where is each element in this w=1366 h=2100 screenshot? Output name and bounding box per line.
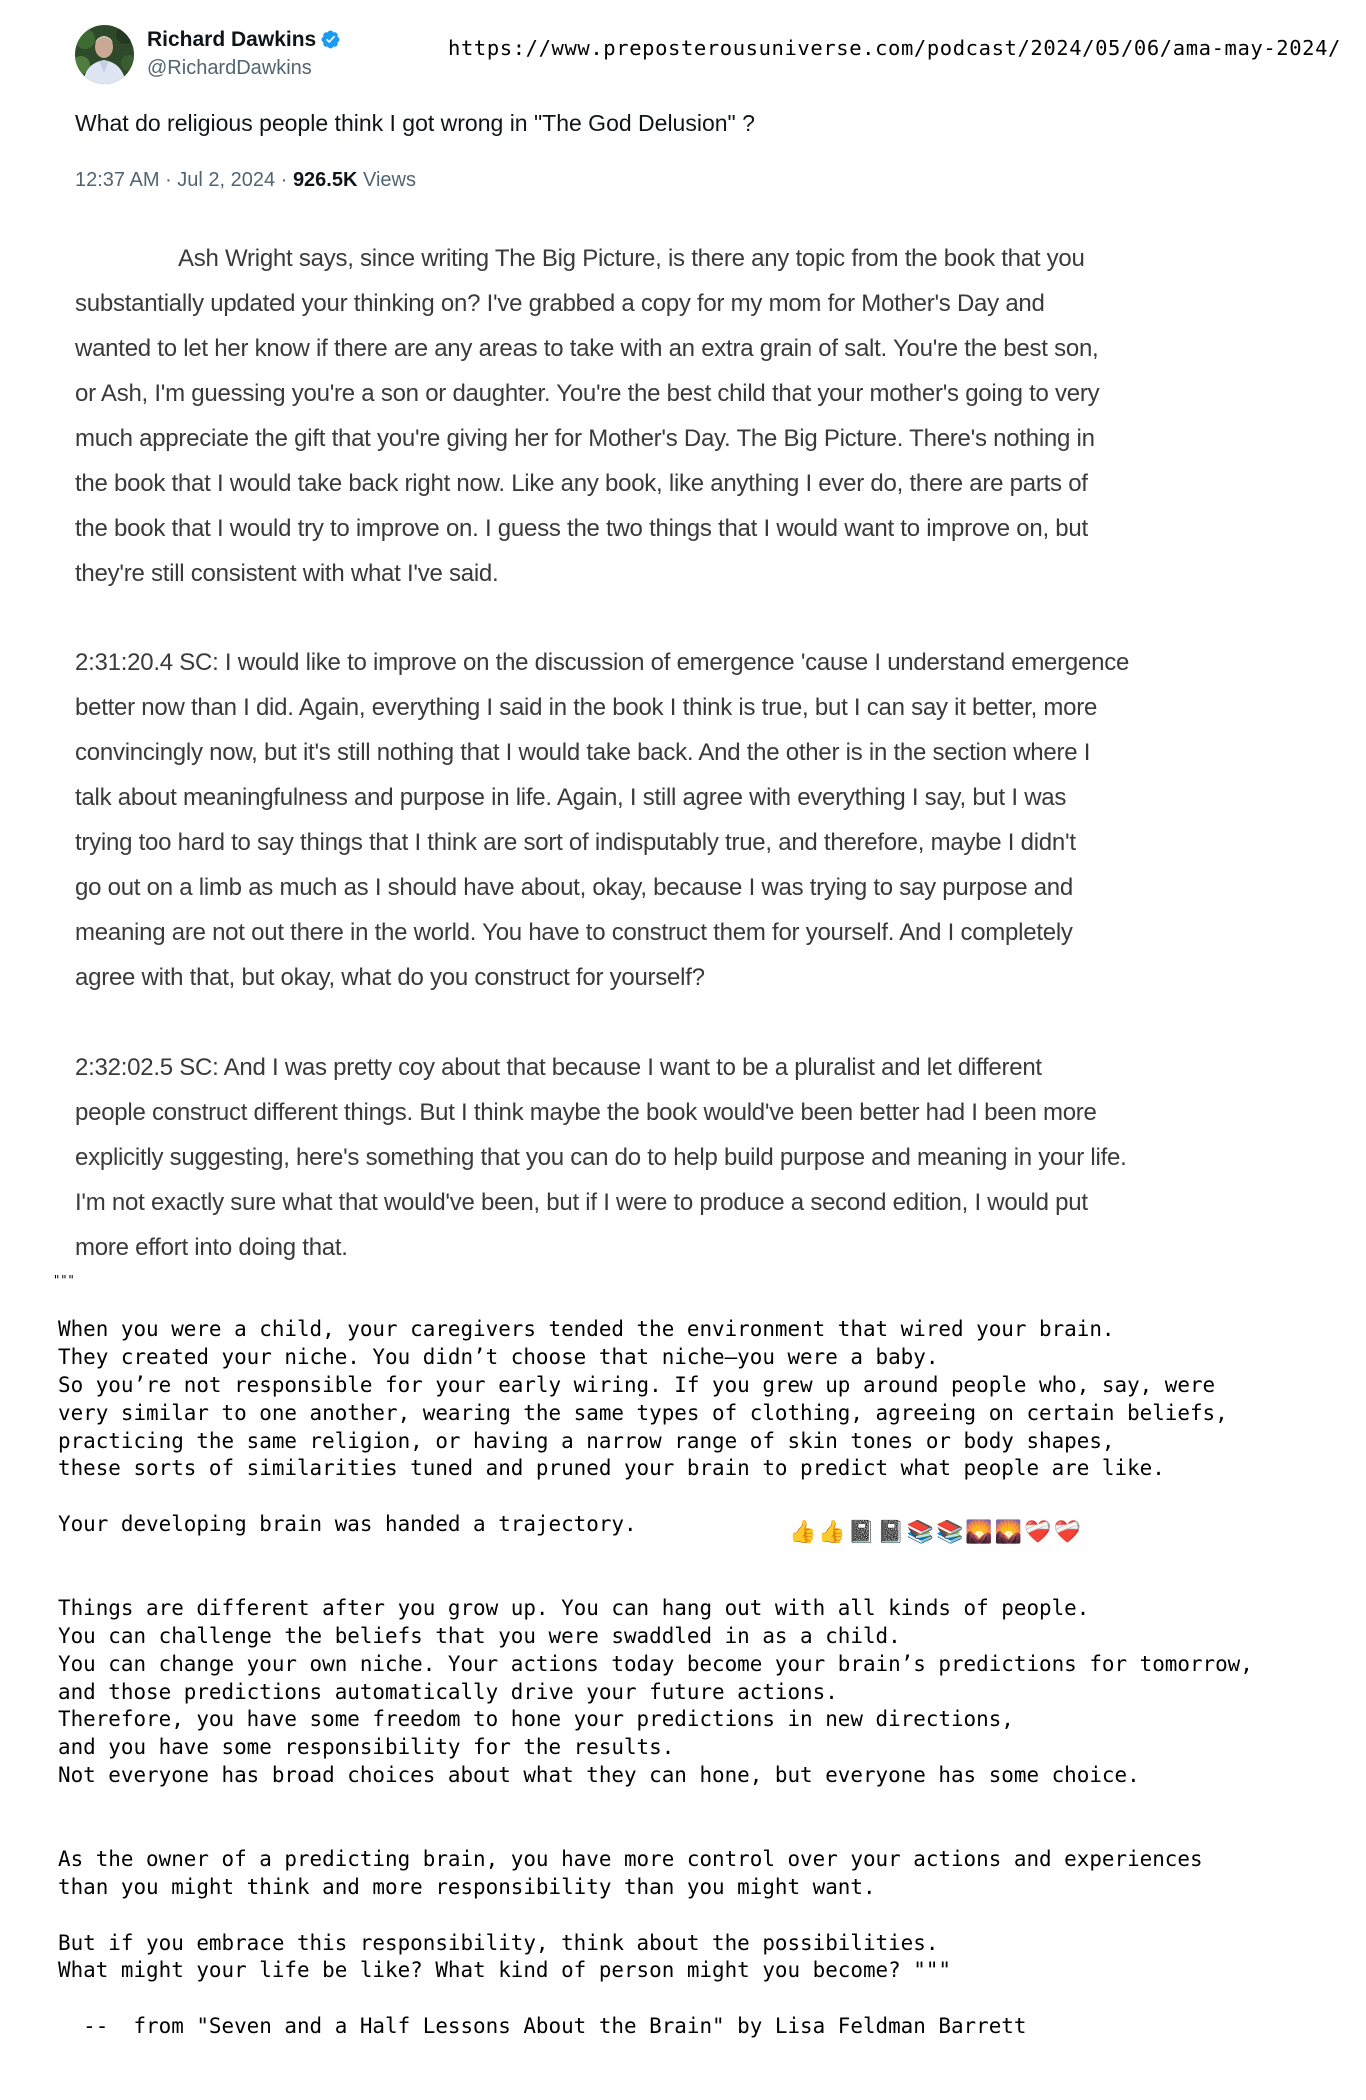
quote-line: these sorts of similarities tuned and pruned your brain to predict what people are like. (58, 1456, 1165, 1481)
transcript-line: Ash Wright says, since writing The Big Picture, is there any topic from the book that you (178, 245, 1085, 272)
quote-line: So you’re not responsible for your early wiring. If you grew up around people who, say, were (58, 1372, 1216, 1397)
transcript-line: meaning are not out there in the world. You have to construct them for yourself. And I completely (75, 919, 1073, 946)
transcript-paragraph-3 (75, 1045, 1127, 1270)
quote-block (58, 1316, 1253, 2041)
quote-blank-line (58, 1902, 1253, 1930)
quote-line: You can change your own niche. Your actions today become your brain’s predictions for tomorrow, (58, 1651, 1253, 1676)
transcript-paragraph-2 (75, 640, 1129, 1000)
transcript-line: agree with that, but okay, what do you construct for yourself? (75, 964, 705, 991)
quote-line: Things are different after you grow up. You can hang out with all kinds of people. (58, 1595, 1090, 1620)
meta-separator: · (159, 169, 178, 191)
quote-line: As the owner of a predicting brain, you have more control over your actions and experiences (58, 1846, 1203, 1871)
source-url: https://www.preposterousuniverse.com/podcast/2024/05/06/ama-may-2024/ (448, 36, 1342, 60)
transcript-line: trying too hard to say things that I think are sort of indisputably true, and therefore, maybe I didn't (75, 829, 1076, 856)
transcript-line: I'm not exactly sure what that would've been, but if I were to produce a second edition, I would put (75, 1189, 1088, 1216)
author-name-text: Richard Dawkins (147, 28, 317, 51)
transcript-line: 2:31:20.4 SC: I would like to improve on the discussion of emergence 'cause I understand emergence (75, 649, 1130, 676)
transcript-line: they're still consistent with what I've said. (75, 560, 499, 587)
quote-blank-line (58, 1567, 1253, 1595)
quote-line: They created your niche. You didn’t choose that niche—you were a baby. (58, 1344, 939, 1369)
quote-line: But if you embrace this responsibility, think about the possibilities. (58, 1930, 939, 1955)
transcript-line: explicitly suggesting, here's something that you can do to help build purpose and meaning in your life. (75, 1144, 1127, 1171)
quote-line: When you were a child, your caregivers tended the environment that wired your brain. (58, 1317, 1115, 1341)
transcript-line: 2:32:02.5 SC: And I was pretty coy about that because I want to be a pluralist and let different (75, 1054, 1042, 1081)
quote-line: Your developing brain was handed a trajectory. (58, 1512, 637, 1537)
quote-blank-line (58, 1985, 1253, 2013)
verified-badge-icon (320, 29, 341, 50)
emoji-row: 👍👍📓📓📚📚🌄🌄❤️‍🩹❤️‍🩹 (789, 1520, 1083, 1545)
transcript-line: go out on a limb as much as I should have about, okay, because I was trying to say purpose and (75, 874, 1073, 901)
transcript-line: substantially updated your thinking on? I've grabbed a copy for my mom for Mother's Day and (75, 290, 1045, 317)
meta-separator: · (275, 169, 293, 191)
avatar[interactable] (75, 25, 134, 84)
transcript-line: talk about meaningfulness and purpose in life. Again, I still agree with everything I say, but I was (75, 784, 1067, 811)
author-name[interactable] (147, 26, 341, 54)
quote-blank-line (58, 1818, 1253, 1846)
transcript-line: more effort into doing that. (75, 1234, 348, 1261)
tweet-date[interactable]: Jul 2, 2024 (177, 169, 276, 191)
transcript-paragraph-1 (75, 236, 1099, 596)
quote-line: very similar to one another, wearing the same types of clothing, agreeing on certain beliefs, (58, 1400, 1228, 1425)
transcript-line: the book that I would take back right now. Like any book, like anything I ever do, there are parts of (75, 470, 1088, 497)
views-label: Views (357, 169, 416, 191)
quote-line: Therefore, you have some freedom to hone your predictions in new directions, (58, 1707, 1014, 1732)
quote-line: than you might think and more responsibility than you might want. (58, 1874, 876, 1899)
transcript-line: convincingly now, but it's still nothing that I would take back. And the other is in the section where I (75, 739, 1091, 766)
quote-line: practicing the same religion, or having a narrow range of skin tones or body shapes, (58, 1428, 1115, 1453)
quote-line: Not everyone has broad choices about what they can hone, but everyone has some choice. (58, 1763, 1140, 1788)
tweet-text: What do religious people think I got wrong in "The God Delusion" ? (75, 110, 755, 136)
views-count: 926.5K (292, 169, 358, 191)
quote-line: and those predictions automatically drive your future actions. (58, 1679, 838, 1704)
transcript-line: or Ash, I'm guessing you're a son or daughter. You're the best child that your mother's going to very (75, 380, 1100, 407)
tweet-meta (75, 166, 416, 194)
transcript-line: much appreciate the gift that you're giving her for Mother's Day. The Big Picture. There's nothing in (75, 425, 1095, 452)
quote-blank-line (58, 1483, 1253, 1511)
author-handle[interactable]: @RichardDawkins (147, 57, 312, 79)
transcript-line: wanted to let her know if there are any areas to take with an extra grain of salt. You're the best son, (75, 335, 1099, 362)
quote-line: You can challenge the beliefs that you were swaddled in as a child. (58, 1623, 901, 1648)
profile-photo-icon (75, 25, 134, 84)
quote-attribution: -- from "Seven and a Half Lessons About the Brain" by Lisa Feldman Barrett (58, 2014, 1027, 2039)
quote-blank-line (58, 1790, 1253, 1818)
quote-line: and you have some responsibility for the results. (58, 1735, 675, 1760)
transcript-line: the book that I would try to improve on. I guess the two things that I would want to improve on, but (75, 515, 1088, 542)
transcript-line: people construct different things. But I think maybe the book would've been better had I been more (75, 1099, 1097, 1126)
quote-line: What might your life be like? What kind of person might you become? """ (58, 1958, 951, 1983)
quote-open-marks: """ (53, 1273, 75, 1287)
transcript-line: better now than I did. Again, everything I said in the book I think is true, but I can say it better, more (75, 694, 1098, 721)
tweet-time[interactable]: 12:37 AM (75, 169, 160, 191)
